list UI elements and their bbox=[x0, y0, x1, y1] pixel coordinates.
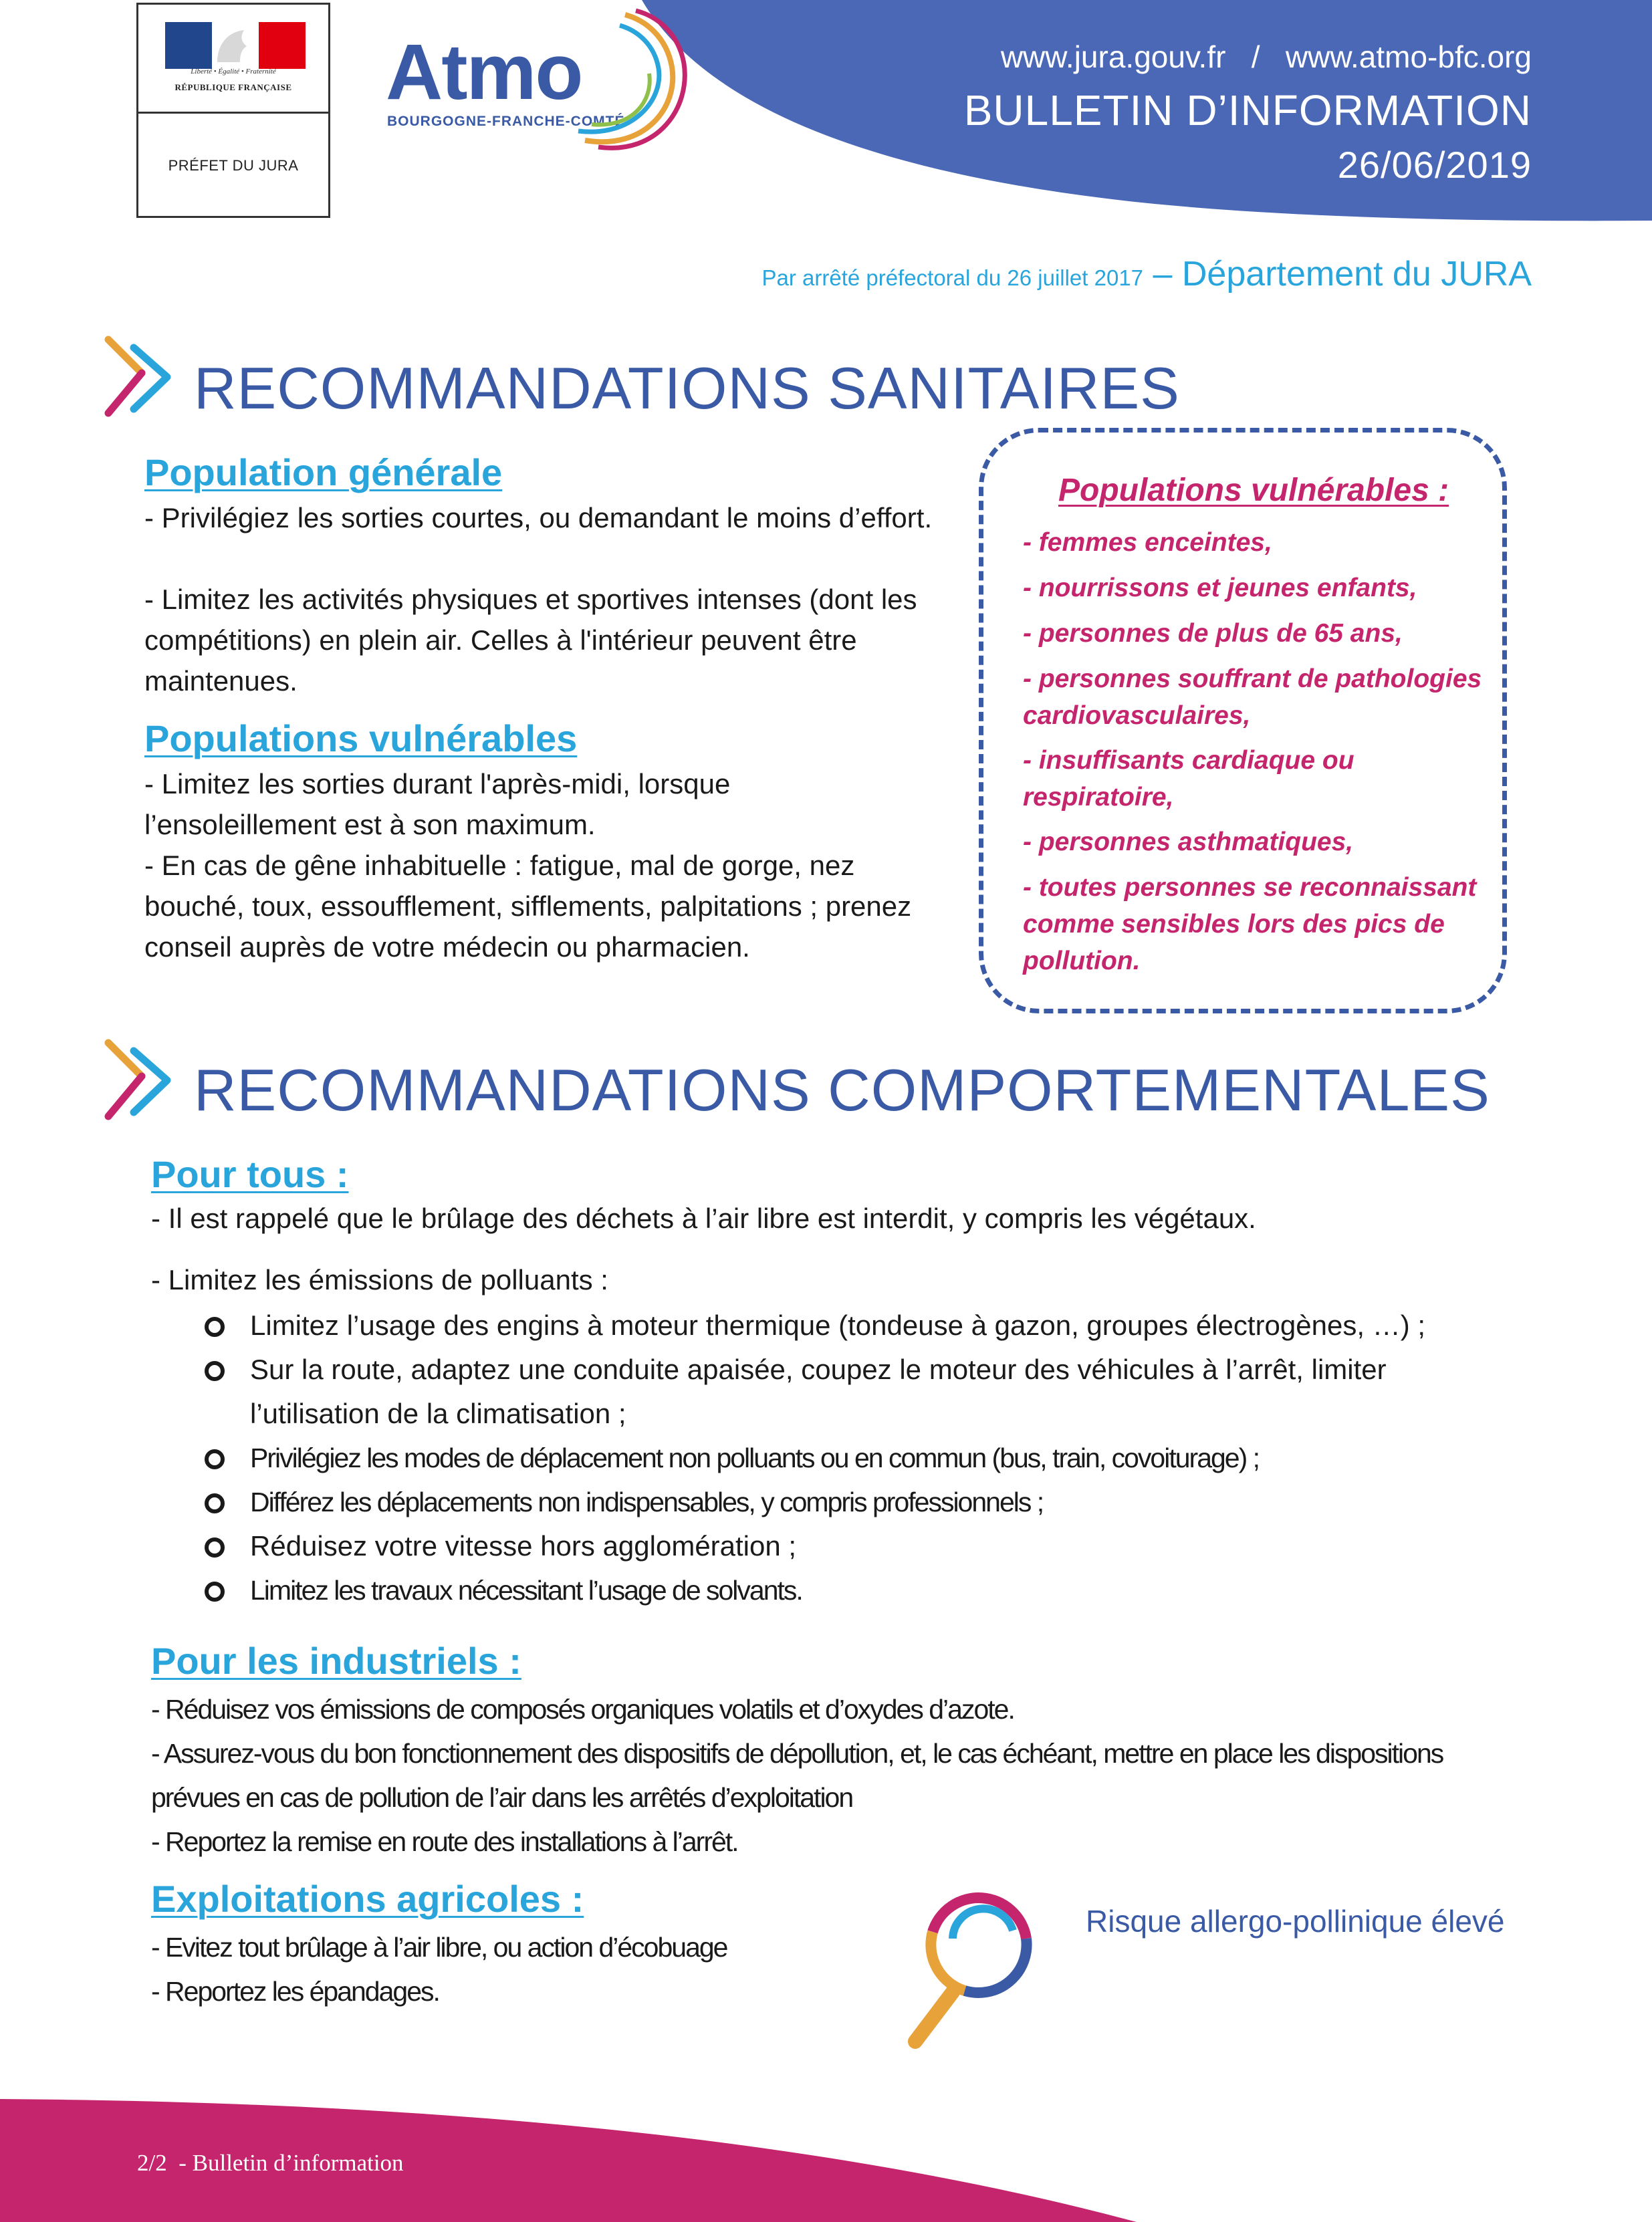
general-line-2: - Limitez les activités physiques et sportives intenses (dont les compétitions) en plein air. Celles à l'intérieur peuvent être maintenues. bbox=[144, 584, 917, 697]
industry-heading: Pour les industriels : bbox=[151, 1640, 521, 1682]
vulnerable-item: - personnes de plus de 65 ans, bbox=[1023, 619, 1403, 648]
bullet-icon bbox=[205, 1317, 225, 1337]
for-all-heading: Pour tous : bbox=[151, 1153, 349, 1195]
industry-line: - Réduisez vos émissions de composés organiques volatils et d’oxydes d’azote. bbox=[151, 1694, 1014, 1725]
sanitary-title: RECOMMANDATIONS SANITAIRES bbox=[194, 355, 1180, 421]
bullet-item: Réduisez votre vitesse hors agglomération ; bbox=[250, 1530, 797, 1562]
vulnerable-item: - insuffisants cardiaque ou respiratoire, bbox=[1023, 746, 1354, 812]
bullet-icon bbox=[205, 1449, 225, 1469]
general-population-heading: Population générale bbox=[144, 451, 503, 493]
agriculture-heading: Exploitations agricoles : bbox=[151, 1878, 584, 1920]
bullet-item: Différez les déplacements non indispensables, y compris professionnels ; bbox=[250, 1487, 1044, 1517]
vulnerable-line-2: - En cas de gêne inhabituelle : fatigue, mal de gorge, nez bouché, toux, essoufflement, sifflements, palpitations ; prenez conseil auprès de votre médecin ou pharmacien. bbox=[144, 850, 912, 963]
header-urls: www.jura.gouv.fr / www.atmo-bfc.org bbox=[1000, 39, 1532, 74]
bullet-item: Limitez les travaux nécessitant l’usage de solvants. bbox=[250, 1575, 802, 1606]
bullet-icon bbox=[205, 1582, 225, 1602]
vulnerable-item: - personnes souffrant de pathologies cardiovasculaires, bbox=[1023, 664, 1482, 730]
vulnerable-item: - femmes enceintes, bbox=[1023, 528, 1272, 557]
magnifier-icon bbox=[906, 1885, 1073, 2052]
republic-motto: Liberté • Égalité • Fraternité bbox=[191, 68, 276, 76]
bullet-item: Privilégiez les modes de déplacement non polluants ou en commun (bus, train, covoiturage) ; bbox=[250, 1443, 1260, 1473]
atmo-wordmark: Atmo bbox=[386, 28, 582, 116]
burning-forbidden-line: - Il est rappelé que le brûlage des déchets à l’air libre est interdit, y compris les végétaux. bbox=[151, 1203, 1256, 1234]
arrete-line bbox=[762, 254, 1532, 294]
arrete-text: Par arrêté préfectoral du 26 juillet 2017 bbox=[761, 265, 1144, 290]
industry-line: - Assurez-vous du bon fonctionnement des dispositifs de dépollution, et, le cas échéant, mettre en place les dispositions prévues en cas de pollution de l’air dans les arrêtés d’exploitation bbox=[151, 1738, 1443, 1813]
agriculture-line: - Reportez les épandages. bbox=[151, 1976, 439, 2007]
bullet-item: Limitez l’usage des engins à moteur thermique (tondeuse à gazon, groupes électrogènes, …) ; bbox=[250, 1310, 1426, 1341]
vulnerable-box-title: Populations vulnérables : bbox=[1058, 473, 1449, 508]
bulletin-date: 26/06/2019 bbox=[1337, 144, 1532, 186]
behaviour-title: RECOMMANDATIONS COMPORTEMENTALES bbox=[194, 1057, 1490, 1123]
vulnerable-item: - personnes asthmatiques, bbox=[1023, 828, 1354, 856]
bullet-item: Sur la route, adaptez une conduite apaisée, coupez le moteur des véhicules à l’arrêt, limiter l’utilisation de la climatisation ; bbox=[250, 1354, 1387, 1429]
footer-page-label: 2/2 - Bulletin d’information bbox=[137, 2150, 404, 2176]
prefecture-logo bbox=[136, 3, 330, 218]
vulnerable-line-1: - Limitez les sorties durant l'après-midi, lorsque l’ensoleillement est à son maximum. bbox=[144, 768, 731, 840]
vulnerable-item: - toutes personnes se reconnaissant comme sensibles lors des pics de pollution. bbox=[1023, 873, 1477, 975]
bullet-icon bbox=[205, 1493, 225, 1513]
atmo-swirl-icon bbox=[572, 7, 692, 160]
marianne-flag-icon bbox=[165, 22, 306, 69]
arrete-dash: – bbox=[1143, 255, 1182, 293]
vulnerable-item: - nourrissons et jeunes enfants, bbox=[1023, 574, 1417, 602]
atmo-region: BOURGOGNE-FRANCHE-COMTÉ bbox=[387, 114, 625, 129]
general-line-1: - Privilégiez les sorties courtes, ou demandant le moins d’effort. bbox=[144, 502, 933, 533]
limit-emissions-line: - Limitez les émissions de polluants : bbox=[151, 1264, 608, 1295]
chevron-right-icon bbox=[100, 334, 174, 421]
prefet-name: PRÉFET DU JURA bbox=[168, 157, 299, 174]
divider bbox=[138, 112, 328, 114]
bulletin-title: BULLETIN D’INFORMATION bbox=[963, 86, 1532, 134]
industry-line: - Reportez la remise en route des installations à l’arrêt. bbox=[151, 1826, 738, 1857]
agriculture-line: - Evitez tout brûlage à l’air libre, ou action d’écobuage bbox=[151, 1932, 727, 1963]
department-name: Département du JURA bbox=[1181, 255, 1532, 293]
bullet-icon bbox=[205, 1361, 225, 1381]
chevron-right-icon bbox=[100, 1037, 174, 1124]
republic-name: RÉPUBLIQUE FRANÇAISE bbox=[174, 82, 292, 92]
bullet-icon bbox=[205, 1537, 225, 1558]
pollen-risk-text: Risque allergo-pollinique élevé bbox=[1086, 1904, 1505, 1939]
atmo-logo bbox=[378, 13, 692, 160]
vulnerable-heading: Populations vulnérables bbox=[144, 717, 578, 759]
